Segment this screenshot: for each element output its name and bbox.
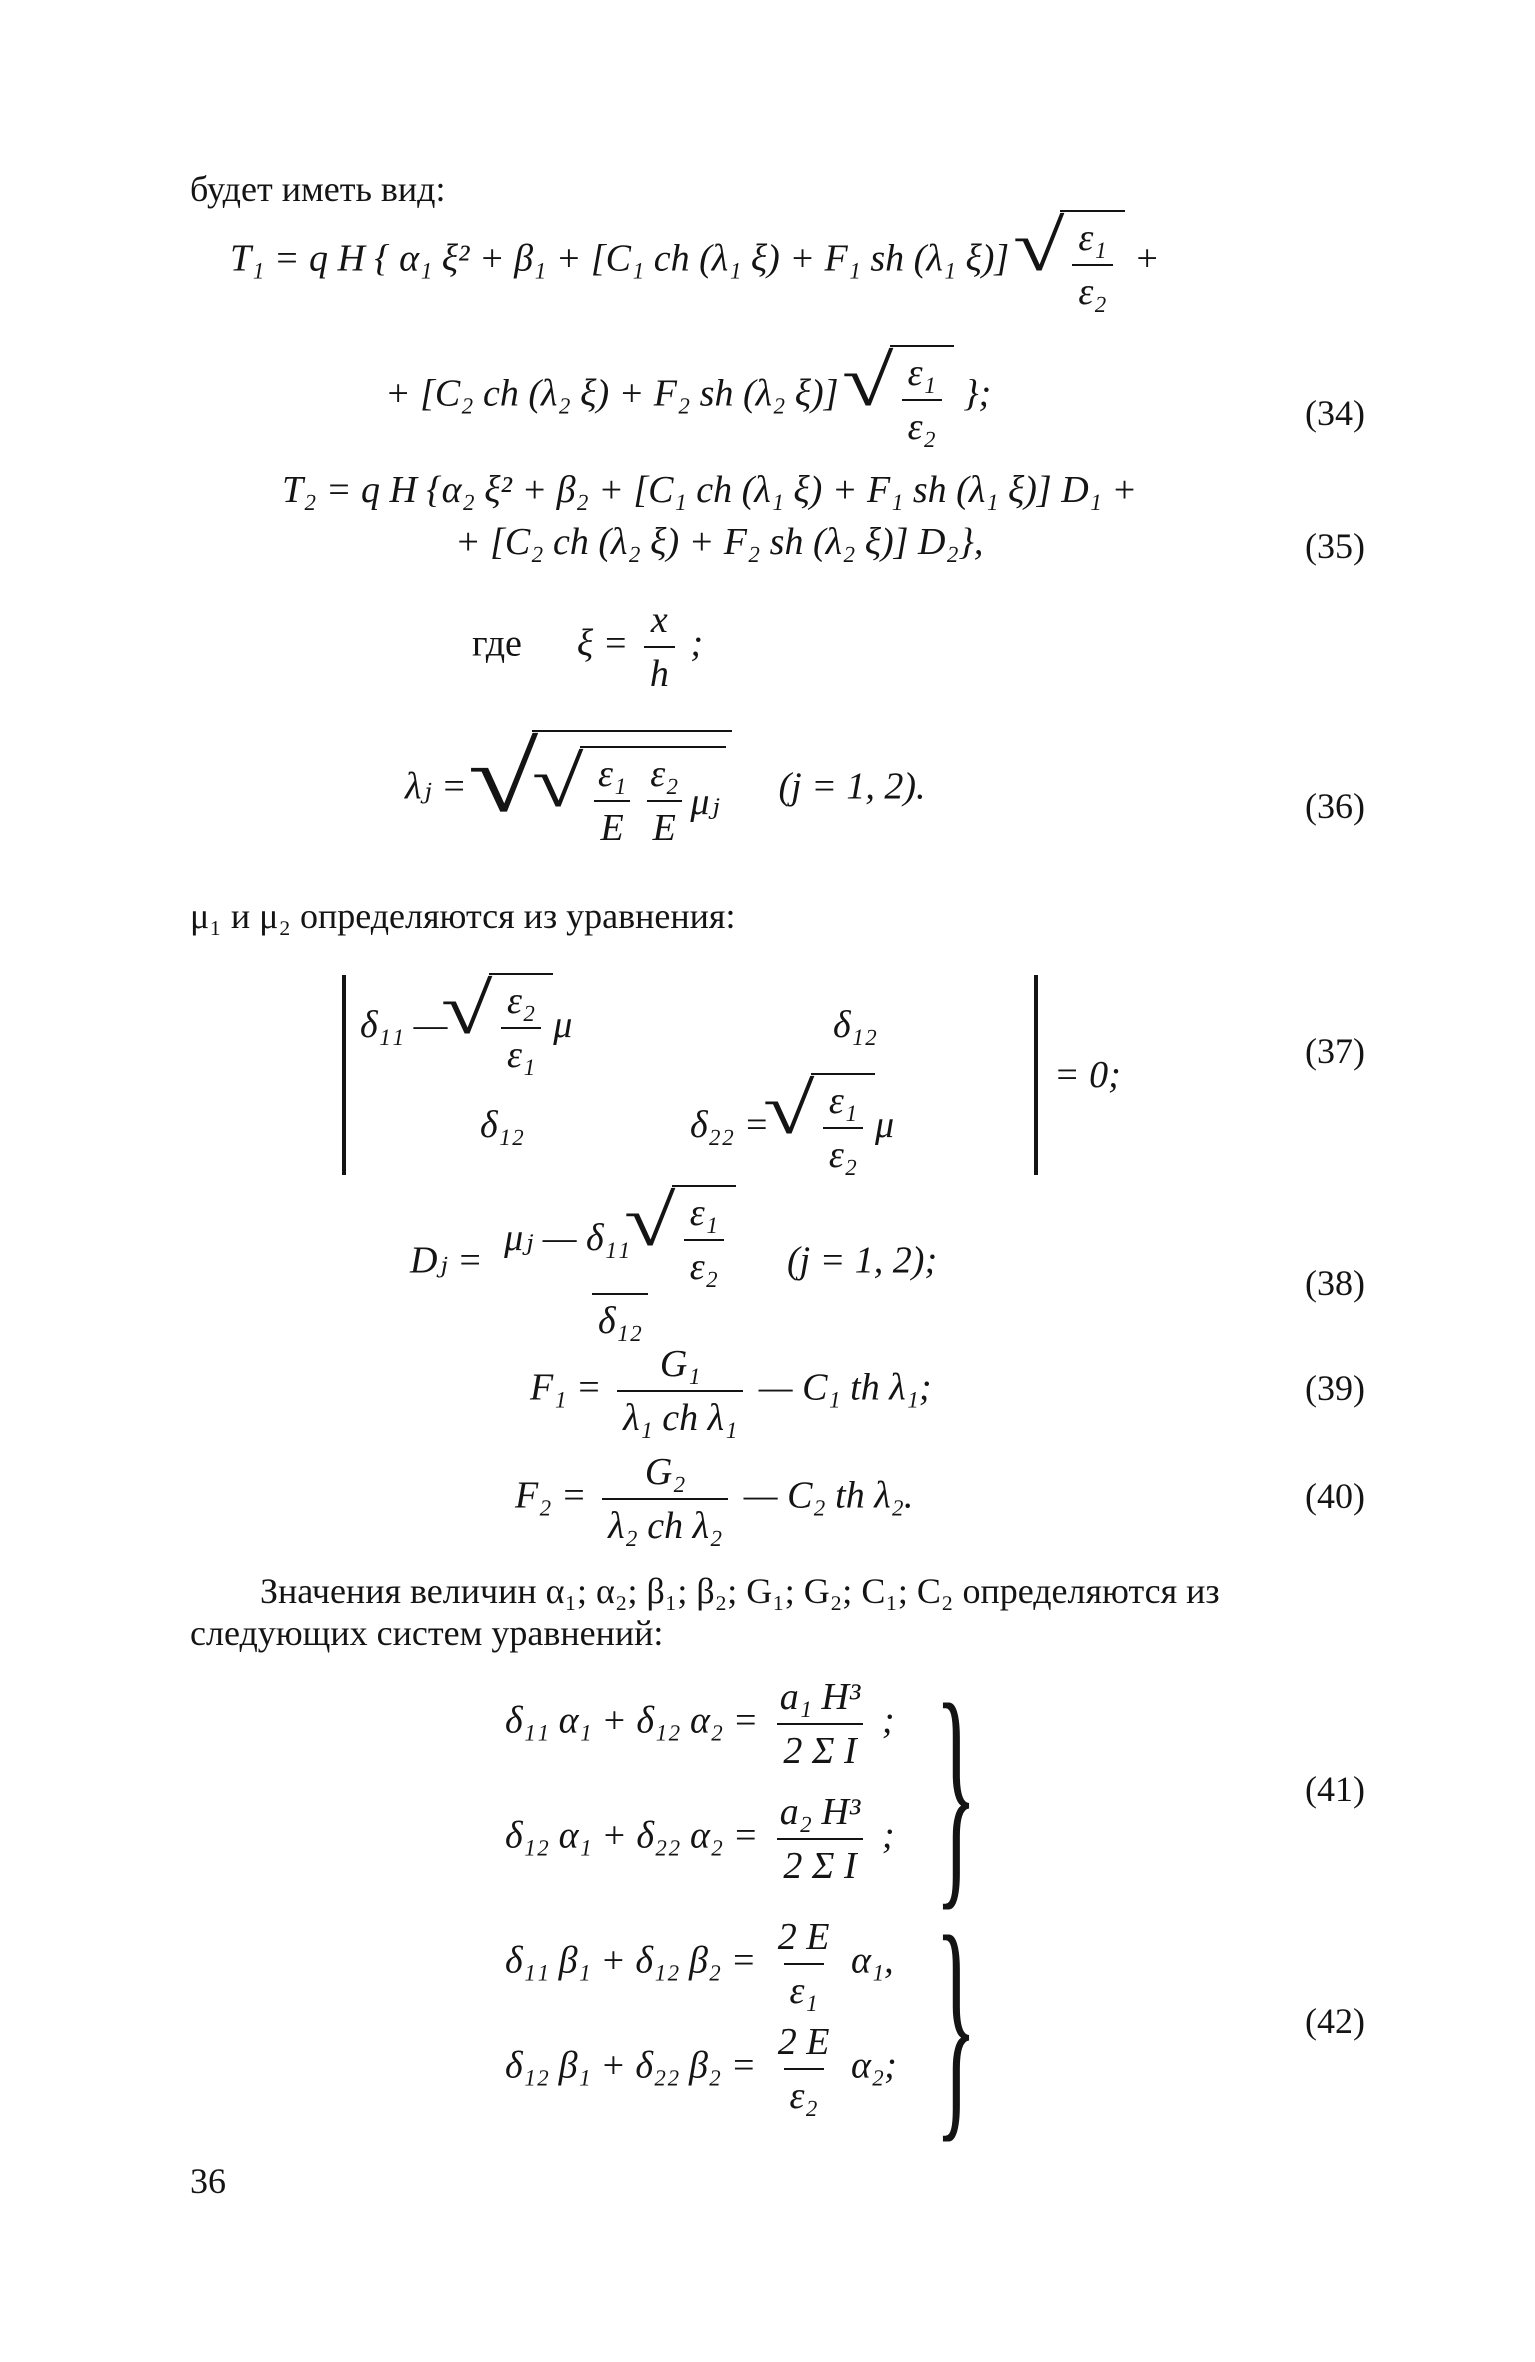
equation-number-34: (34)	[1305, 393, 1365, 433]
eq37-d22: δ₂₂ =	[690, 1104, 770, 1146]
equation-34-line-2	[385, 341, 992, 449]
eq36-e2: ε₂	[650, 753, 679, 795]
eq36-mu: μⱼ	[690, 780, 720, 823]
equation-42-row-2	[505, 2020, 897, 2118]
equation-35-line-1: T₂ = q H {α₂ ξ² + β₂ + [C₁ ch (λ₁ ξ) + F₁ sh (λ₁ ξ)] D₁ +	[282, 469, 1138, 511]
eq34-line2-text: + [C₂ ch (λ₂ ξ) + F₂ sh (λ₂ ξ)]	[385, 372, 839, 415]
equation-number-41: (41)	[1305, 1769, 1365, 1809]
equation-39	[530, 1342, 932, 1440]
det-cell-12	[690, 975, 1020, 1075]
equation-number-42: (42)	[1305, 2001, 1365, 2041]
eq41-r1-sep: ;	[881, 1699, 895, 1742]
equation-37	[342, 969, 1121, 1176]
equation-number-36: (36)	[1305, 786, 1365, 826]
mu-text: μ₁ и μ₂ определяются из уравнения:	[190, 896, 736, 936]
eq36-E1: E	[594, 800, 629, 850]
eq42-r2-num: 2 E	[777, 2021, 830, 2063]
eq42-r1-num: 2 E	[777, 1916, 830, 1958]
eq36-lhs: λⱼ =	[405, 765, 467, 808]
equation-35-line-2: + [C₂ ch (λ₂ ξ) + F₂ sh (λ₂ ξ)] D₂},	[455, 521, 984, 563]
eq42-r1-lhs: δ₁₁ β₁ + δ₁₂ β₂ =	[505, 1939, 757, 1982]
xi-den: h	[644, 646, 675, 696]
sqrt-symbol: √ $\frac{\text{ε₂}}{\text{ε₁}}$	[447, 973, 553, 1077]
sqrt-symbol: √ $\frac{\text{ε₁}}{\text{ε₂}}$	[630, 1185, 736, 1289]
eq34-frac2-num: ε₁	[907, 352, 936, 394]
eq38-condition: (j = 1, 2);	[786, 1239, 938, 1282]
eq34-plus: +	[1134, 237, 1160, 280]
eq38-e1: ε₁	[689, 1192, 718, 1234]
right-brace-icon: }	[935, 1886, 977, 2163]
eq41-r1-den: 2 Σ I	[777, 1723, 862, 1773]
equation-36	[405, 724, 926, 850]
eq38-num: μⱼ — δ₁₁	[504, 1216, 631, 1259]
eq37-d11: δ₁₁ —	[360, 1004, 448, 1046]
inner-sqrt: √ $\frac{\text{ε₁}}{E}$ $\frac{\text{ε₂}}{E}$ μⱼ	[538, 746, 725, 850]
equation-number-40: (40)	[1305, 1476, 1365, 1516]
sqrt-symbol: √ $\frac{\text{ε₁}}{\text{ε₂}}$	[769, 1073, 875, 1177]
eq38-den: δ₁₂	[592, 1293, 648, 1343]
eq39-lhs: F₁ =	[530, 1366, 602, 1409]
eq34-frac2-den: ε₂	[902, 399, 942, 449]
determinant	[342, 969, 1038, 1176]
equation-41-row-1	[505, 1675, 894, 1773]
det-cell-22	[690, 1069, 1020, 1176]
eq41-r1-lhs: δ₁₁ α₁ + δ₁₂ α₂ =	[505, 1699, 759, 1742]
sqrt-symbol: √ $\frac{\text{ε₁}}{\text{ε₂}}$	[1019, 210, 1125, 314]
eq39-rest: — C₁ th λ₁;	[758, 1366, 932, 1409]
eq42-r1-rest: α₁,	[850, 1939, 894, 1982]
eq42-r2-lhs: δ₁₂ β₁ + δ₂₂ β₂ =	[505, 2044, 757, 2087]
eq39-den: λ₁ ch λ₁	[617, 1390, 743, 1440]
equation-41-row-2	[505, 1790, 894, 1888]
right-brace-icon: }	[935, 1654, 977, 1931]
det-cell-21	[360, 1075, 690, 1175]
values-text-line-2: следующих систем уравнений:	[190, 1613, 664, 1653]
intro-text: будет иметь вид:	[190, 169, 446, 209]
eq38-e2: ε₂	[684, 1239, 724, 1289]
eq36-e1: ε₁	[598, 753, 627, 795]
outer-sqrt: √ √ $\frac{\text{ε₁}}{E}$ $\frac{\text{ε₂}}{E}$ μⱼ	[476, 730, 731, 850]
eq37-rhs: = 0;	[1054, 1054, 1121, 1096]
eq37-d12-bottom: δ₁₂	[480, 1104, 525, 1146]
eq40-rest: — C₂ th λ₂.	[743, 1474, 914, 1517]
equation-42-row-1	[505, 1915, 894, 2013]
equation-number-38: (38)	[1305, 1263, 1365, 1303]
xi-semicolon: ;	[690, 622, 703, 665]
eq40-num: G₂	[644, 1451, 686, 1493]
eq41-r2-sep: ;	[881, 1814, 895, 1857]
equation-number-37: (37)	[1305, 1031, 1365, 1071]
eq36-condition: (j = 1, 2).	[778, 765, 926, 808]
eq37-d12-top: δ₁₂	[832, 1004, 878, 1046]
eq37-e1: ε₁	[501, 1027, 541, 1077]
eq41-r2-num: a₂ H³	[779, 1791, 861, 1833]
equation-40	[515, 1450, 913, 1548]
xi-lhs: ξ =	[576, 622, 629, 665]
eq42-r2-den: ε₂	[784, 2068, 824, 2118]
equation-34-line-1	[230, 206, 1160, 314]
eq40-den: λ₂ ch λ₂	[602, 1498, 728, 1548]
eq38-lhs: Dⱼ =	[410, 1239, 483, 1282]
eq37-mu-1: μ	[553, 1004, 573, 1046]
xi-definition	[472, 598, 703, 696]
eq39-num: G₁	[659, 1343, 701, 1385]
eq40-lhs: F₂ =	[515, 1474, 587, 1517]
equation-38	[410, 1181, 938, 1343]
eq41-r2-lhs: δ₁₂ α₁ + δ₂₂ α₂ =	[505, 1814, 759, 1857]
xi-num: x	[650, 599, 668, 641]
eq34-frac-num: ε₁	[1078, 217, 1107, 259]
equation-number-35: (35)	[1305, 526, 1365, 566]
values-text-line-1: Значения величин α₁; α₂; β₁; β₂; G₁; G₂; C₁; C₂ определяются из	[260, 1571, 1220, 1611]
eq42-r2-rest: α₂;	[850, 2044, 897, 2087]
eq42-r1-den: ε₁	[784, 1963, 824, 2013]
page-number: 36	[190, 2161, 226, 2201]
eq41-r1-num: a₁ H³	[779, 1676, 861, 1718]
eq36-E2: E	[647, 800, 682, 850]
eq37-mu-2: μ	[875, 1104, 895, 1146]
eq41-r2-den: 2 Σ I	[777, 1838, 862, 1888]
sqrt-symbol: √ $\frac{\text{ε₁}}{\text{ε₂}}$	[848, 345, 954, 449]
det-cell-11	[360, 969, 690, 1076]
eq34-close: };	[963, 372, 992, 415]
where-word: где	[472, 622, 522, 665]
eq37-e2-b: ε₂	[823, 1127, 863, 1177]
eq37-e2: ε₂	[507, 980, 536, 1022]
eq34-line1-text: T₁ = q H { α₁ ξ² + β₁ + [C₁ ch (λ₁ ξ) + F₁ sh (λ₁ ξ)]	[230, 237, 1010, 280]
eq34-frac-den: ε₂	[1072, 264, 1112, 314]
eq37-e1-b: ε₁	[828, 1080, 858, 1122]
equation-number-39: (39)	[1305, 1368, 1365, 1408]
